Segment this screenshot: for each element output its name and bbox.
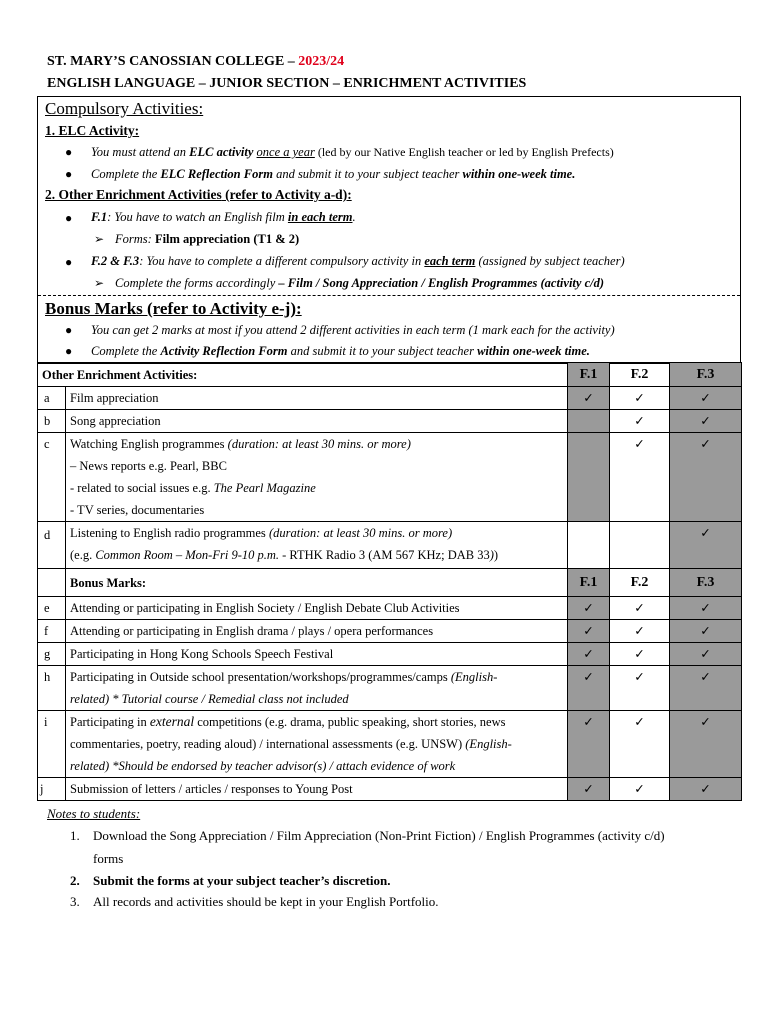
check-icon: ✓	[610, 597, 670, 620]
check-icon: ✓	[610, 433, 670, 522]
elc-bullet-2: Complete the ELC Reflection Form and submit it to your subject teacher within one-week time.	[91, 167, 576, 181]
check-icon: ✓	[568, 778, 610, 801]
table-row: c Watching English programmes (duration: at least 30 mins. or more) – News reports e.g. Pearl, BBC - related to social issues e.g. The Pearl Magazine - TV series, documentaries ✓ ✓	[38, 433, 742, 522]
check-icon: ✓	[568, 387, 610, 410]
check-icon: ✓	[670, 522, 742, 569]
elc-bullet-1: You must attend an ELC activity once a year (led by our Native English teacher or led by English Prefects)	[91, 145, 614, 159]
bullet-icon: ●	[65, 211, 73, 225]
f23-requirement: F.2 & F.3: You have to complete a different compulsory activity in each term (assigned by subject teacher)	[91, 254, 625, 268]
elc-title: 1. ELC Activity:	[45, 123, 140, 138]
check-icon: ✓	[670, 597, 742, 620]
bonus-section	[38, 296, 740, 363]
col-f1: F.1	[568, 363, 610, 387]
check-icon: ✓	[568, 643, 610, 666]
check-icon: ✓	[670, 711, 742, 778]
table-row: b Song appreciation ✓ ✓	[38, 410, 742, 433]
bonus-marks-header: Bonus Marks:	[66, 569, 568, 597]
document-subtitle: ENGLISH LANGUAGE – JUNIOR SECTION – ENRICHMENT ACTIVITIES	[47, 76, 527, 91]
col-f3: F.3	[670, 363, 742, 387]
bonus-bullet-2: Complete the Activity Reflection Form and submit it to your subject teacher within one-week time.	[91, 344, 590, 358]
bullet-icon: ●	[65, 344, 73, 358]
compulsory-title: Compulsory Activities:	[45, 99, 204, 118]
notes-title: Notes to students:	[47, 806, 141, 821]
activities-box	[37, 96, 741, 364]
table-row: g Participating in Hong Kong Schools Speech Festival ✓ ✓ ✓	[38, 643, 742, 666]
check-icon: ✓	[610, 711, 670, 778]
f1-requirement: F.1: You have to watch an English film in each term.	[91, 210, 356, 224]
note-3: All records and activities should be kept in your English Portfolio.	[93, 894, 439, 909]
other-activities-title: 2. Other Enrichment Activities (refer to Activity a-d):	[45, 187, 352, 202]
check-icon: ✓	[610, 410, 670, 433]
check-icon: ✓	[670, 643, 742, 666]
college-title: ST. MARY’S CANOSSIAN COLLEGE – 2023/24	[47, 54, 345, 69]
table-header-row	[38, 363, 742, 387]
bullet-icon: ●	[65, 255, 73, 269]
check-icon: ✓	[568, 620, 610, 643]
bonus-header-row	[38, 569, 742, 597]
check-icon: ✓	[568, 711, 610, 778]
check-icon: ✓	[610, 387, 670, 410]
bullet-icon: ●	[65, 167, 73, 181]
table-row: h Participating in Outside school presentation/workshops/programmes/camps (English- related) * Tutorial course / Remedial class not included ✓ ✓ ✓	[38, 666, 742, 711]
col-f1: F.1	[568, 569, 610, 597]
check-icon: ✓	[670, 410, 742, 433]
table-row: f Attending or participating in English drama / plays / opera performances ✓ ✓ ✓	[38, 620, 742, 643]
f1-forms: Forms: Film appreciation (T1 & 2)	[115, 232, 300, 246]
bonus-title: Bonus Marks (refer to Activity e-j):	[45, 299, 302, 318]
table-row: d Listening to English radio programmes (duration: at least 30 mins. or more) (e.g. Common Room – Mon-Fri 9-10 p.m. - RTHK Radio 3 (AM 567 KHz; DAB 33)) ✓	[38, 522, 742, 569]
check-icon: ✓	[670, 778, 742, 801]
table-row: j Submission of letters / articles / responses to Young Post ✓ ✓ ✓	[38, 778, 742, 801]
table-row: e Attending or participating in English Society / English Debate Club Activities ✓ ✓ ✓	[38, 597, 742, 620]
check-icon: ✓	[610, 643, 670, 666]
f23-forms: Complete the forms accordingly – Film / Song Appreciation / English Programmes (activity c/d)	[115, 276, 604, 290]
check-icon: ✓	[670, 433, 742, 522]
check-icon: ✓	[568, 597, 610, 620]
arrow-bullet-icon: ➢	[94, 276, 105, 290]
col-f2: F.2	[610, 569, 670, 597]
check-icon: ✓	[610, 620, 670, 643]
check-icon: ✓	[670, 620, 742, 643]
check-icon: ✓	[610, 778, 670, 801]
school-year: 2023/24	[298, 54, 345, 69]
bullet-icon: ●	[65, 145, 73, 159]
col-f2: F.2	[610, 363, 670, 387]
check-icon: ✓	[670, 387, 742, 410]
check-icon: ✓	[610, 666, 670, 711]
note-1: Download the Song Appreciation / Film Appreciation (Non-Print Fiction) / English Programmes (activity c/d)	[93, 828, 665, 843]
note-1-cont: forms	[93, 851, 124, 866]
note-2: Submit the forms at your subject teacher’s discretion.	[93, 873, 391, 888]
check-icon: ✓	[568, 666, 610, 711]
arrow-bullet-icon: ➢	[94, 232, 105, 246]
other-activities-header: Other Enrichment Activities:	[38, 363, 568, 387]
bullet-icon: ●	[65, 323, 73, 337]
col-f3: F.3	[670, 569, 742, 597]
table-row: a Film appreciation ✓ ✓ ✓	[38, 387, 742, 410]
check-icon: ✓	[670, 666, 742, 711]
bonus-bullet-1: You can get 2 marks at most if you attend 2 different activities in each term (1 mark each for the activity)	[91, 323, 615, 337]
activities-table	[37, 362, 742, 801]
table-row: i Participating in external competitions (e.g. drama, public speaking, short stories, news commentaries, poetry, reading aloud) / international assessments (e.g. UNSW) (English- related) *Should be endorsed by teacher advisor(s) / attach evidence of work ✓ ✓ ✓	[38, 711, 742, 778]
compulsory-section	[38, 97, 740, 296]
